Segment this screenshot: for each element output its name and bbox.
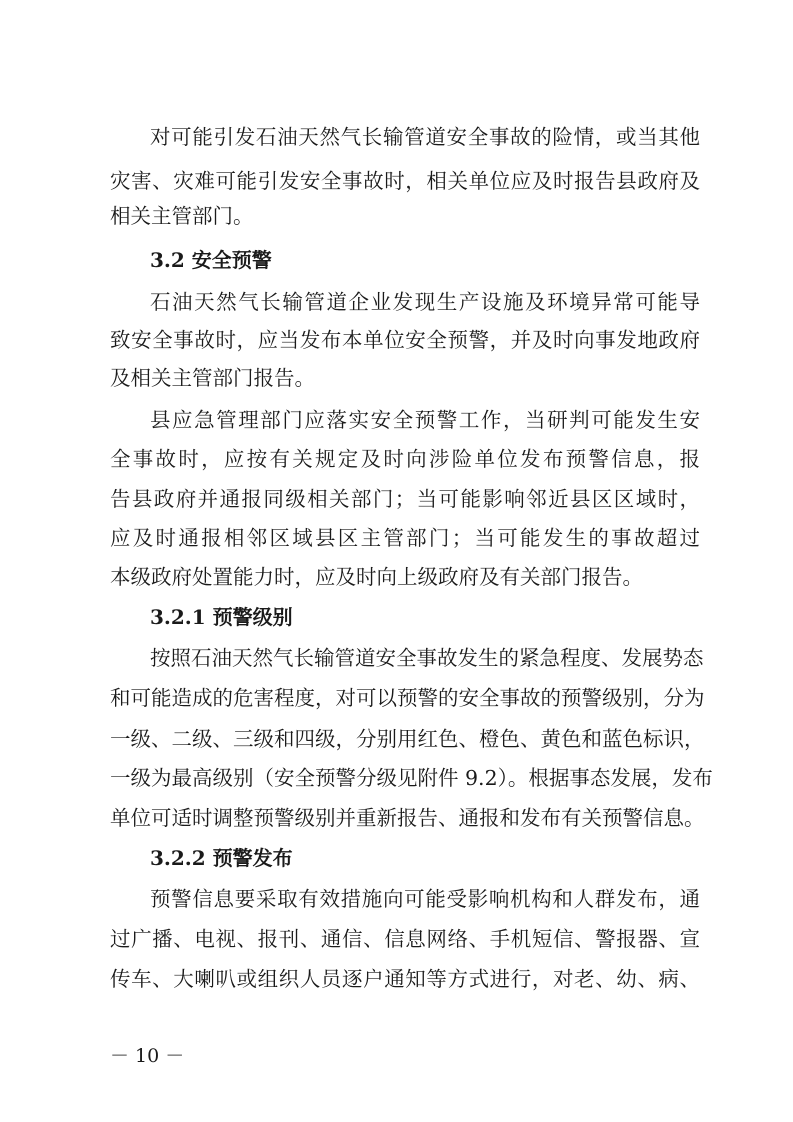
page-number: － 10 － xyxy=(110,1045,185,1067)
paragraph-line: 一级、二级、三级和四级，分别用红色、橙色、黄色和蓝色标识， xyxy=(110,727,705,751)
paragraph-line: 县应急管理部门应落实安全预警工作，当研判可能发生安 xyxy=(150,408,700,432)
paragraph-line: 及相关主管部门报告。 xyxy=(110,366,315,390)
paragraph-line: 告县政府并通报同级相关部门；当可能影响邻近县区区域时， xyxy=(110,487,700,511)
paragraph-line: 石油天然气长输管道企业发现生产设施及环境异常可能导 xyxy=(150,290,700,314)
paragraph-line: 相关主管部门。 xyxy=(110,204,254,228)
paragraph-line: 过广播、电视、报刊、通信、信息网络、手机短信、警报器、宣 xyxy=(110,927,700,951)
paragraph-line: 本级政府处置能力时，应及时向上级政府及有关部门报告。 xyxy=(110,565,643,589)
paragraph-line: 传车、大喇叭或组织人员逐户通知等方式进行，对老、幼、病、 xyxy=(110,967,700,991)
paragraph-line: 应及时通报相邻区域县区主管部门；当可能发生的事故超过 xyxy=(110,526,700,550)
subsection-heading: 3.2.1 预警级别 xyxy=(150,605,293,629)
paragraph-line: 预警信息要采取有效措施向可能受影响机构和人群发布，通 xyxy=(150,887,700,911)
paragraph-line: 对可能引发石油天然气长输管道安全事故的险情，或当其他 xyxy=(150,125,700,149)
paragraph-line: 按照石油天然气长输管道安全事故发生的紧急程度、发展势态 xyxy=(150,646,704,670)
paragraph-line: 灾害、灾难可能引发安全事故时，相关单位应及时报告县政府及 xyxy=(110,169,700,193)
section-heading: 3.2 安全预警 xyxy=(150,248,272,272)
paragraph-line: 单位可适时调整预警级别并重新报告、通报和发布有关预警信息。 xyxy=(110,806,705,830)
paragraph-line: 和可能造成的危害程度，对可以预警的安全事故的预警级别，分为 xyxy=(110,686,705,710)
paragraph-line: 全事故时，应按有关规定及时向涉险单位发布预警信息，报 xyxy=(110,447,700,471)
paragraph-line: 一级为最高级别（安全预警分级见附件 9.2）。根据事态发展，发布 xyxy=(110,766,713,790)
subsection-heading: 3.2.2 预警发布 xyxy=(150,846,293,870)
paragraph-line: 致安全事故时，应当发布本单位安全预警，并及时向事发地政府 xyxy=(110,328,700,352)
